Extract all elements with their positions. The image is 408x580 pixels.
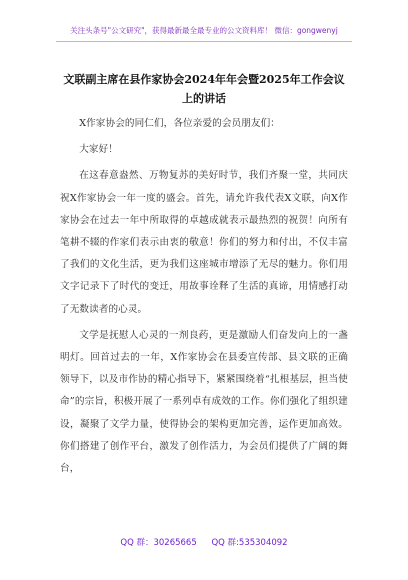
- salutation-paragraph: X作家协会的同仁们，各位亲爱的会员朋友们：: [79, 118, 280, 129]
- footer-qq-group-1: QQ 群：30265665: [120, 538, 197, 548]
- header-divider: [56, 41, 352, 42]
- body-paragraph: 在这春意盎然、万物复苏的美好时节，我们齐聚一堂，共同庆祝X作家协会一年一度的盛会。首先，请允许我代表X文联，向X作家协会在过去一年中所取得的卓越成就表示最热烈的祝贺！向所有笔耕不辍的作家们表示由衷的敬意！你们的努力和付出，不仅丰富了我们的文化生活，更为我们这座城市增添了无尽的魅力。你们用文字记录下了时代的变迁，用故事诠释了生活的真谛，用情感打动了无数读者的心灵。: [60, 170, 348, 315]
- document-title: 文联副主席在县作家协会2024年年会暨2025年工作会议上的讲话: [63, 73, 345, 105]
- greeting-paragraph: 大家好！: [79, 144, 118, 156]
- header-banner: 关注头条号"公文研究"，获得最新最全最专业的公文资料库！ 微信：gongwenyj: [70, 26, 338, 35]
- footer-contact: [0, 536, 408, 548]
- body-paragraph: 文学是抚慰人心灵的一剂良药，更是激励人们奋发向上的一盏明灯。回首过去的一年，X作家协会在县委宣传部、县文联的正确领导下，以及市作协的精心指导下，紧紧围绕着“扎根基层，担当使命”的宗旨，积极开展了一系列卓有成效的工作。你们强化了组织建设，凝聚了文学力量，使得协会的架构更加完善，运作更加高效。你们搭建了创作平台，激发了创作活力，为会员们提供了广阔的舞台，: [60, 329, 348, 475]
- footer-qq-group-2: QQ 群:535304092: [211, 538, 288, 548]
- document-body: [60, 113, 348, 480]
